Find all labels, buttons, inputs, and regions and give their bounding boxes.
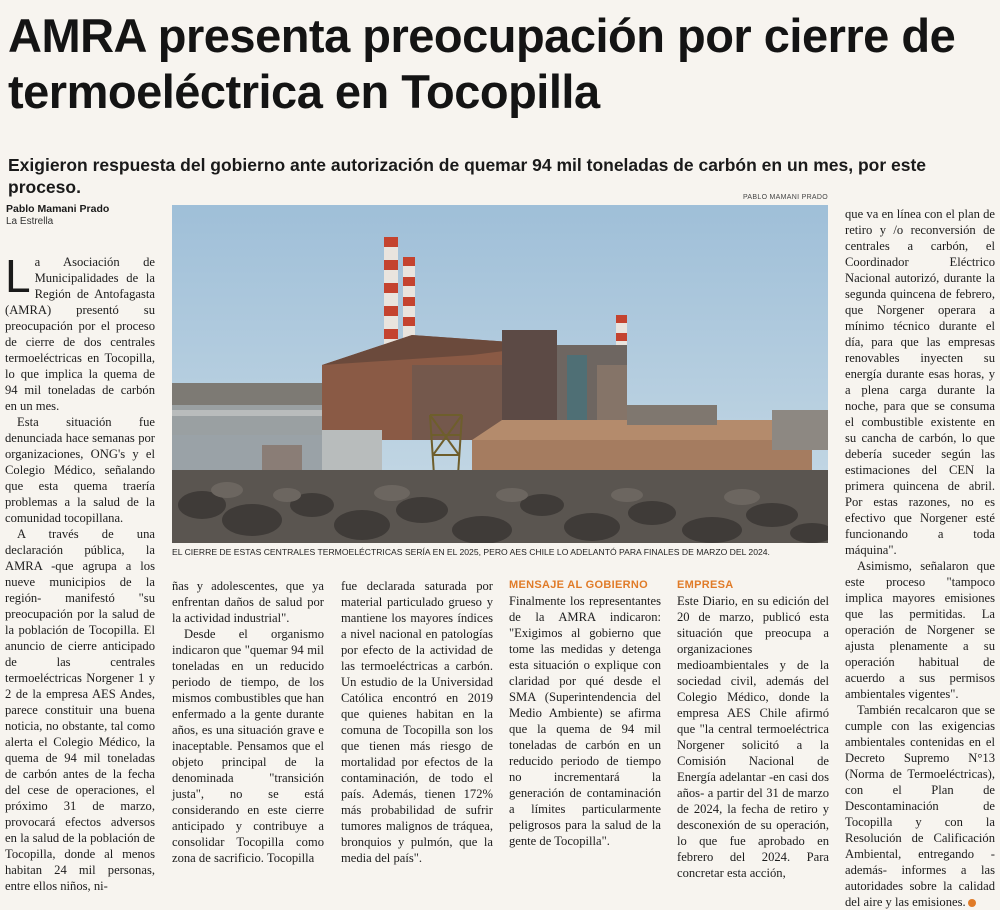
power-plant-photo [172,205,828,543]
article-column-3 [341,578,493,866]
article-column-2 [172,578,324,866]
paragraph: A través de una declaración pública, la AMRA -que agrupa a los nueve municipios de la región- manifestó "su preocupación por la salud de la población de Tocopilla. El anuncio de cierre anticipado de las centrales termoeléctricas Norgener 1 y 2 de la empresa AES Andes, parece constituir una buena noticia, no obstante, tal como alerta el Colegio Médico, la quema de 94 mil toneladas de carbón antes de la fecha del cese de operaciones, el próximo 31 de marzo, provocará efectos adversos en la salud de la población de Tocopilla, donde al menos habitan 24 mil personas, entre ellos niños, ni- [5,527,155,893]
paragraph: Este Diario, en su edición del 20 de marzo, publicó esta situación que preocupa a organizaciones medioambientales y de la sociedad civil, además del Colegio Médico, donde la empresa AES Chile afirmó que "la central termoeléctrica Norgener solicitó a la Comisión Nacional de Energía adelantar -en casi dos años- a partir del 31 de marzo de 2024, la fecha de retiro y desconexión de su operación, lo que fue aprobado en febrero del 2024. Para concretar esta acción, [677,594,829,880]
paragraph: que va en línea con el plan de retiro y /o reconversión de centrales a carbón, el Coordinador Eléctrico Nacional autorizó, durante la segunda quincena de febrero, que Norgener operara a mínimo técnico durante el día, para que las empresas renovables inyecten su energía durante esas horas, y a plena carga durante la noche, para que se consuma el combustible existente en su cancha de carbón, lo que debería suceder según las estimaciones del CEN la primera quincena de abril. Por estas razones, no es efectivo que Norgener esté funcionando a toda máquina". [845,207,995,557]
photo-credit: PABLO MAMANI PRADO [742,194,828,201]
paragraph: Esta situación fue denunciada hace semanas por organizaciones, ONG's y el Colegio Médico, señalando que esta quema traería problemas a la salud de la comunidad tocopillana. [5,415,155,525]
article-column-1 [5,250,155,894]
subheadline: Exigieron respuesta del gobierno ante autorización de quemar 94 mil toneladas de carbón en un mes, por este proceso. [8,155,927,197]
paragraph: Asimismo, señalaron que este proceso "tampoco implica mayores emisiones que las permitidas. La operación de Norgener se ajusta plenamente a su operación habitual de acuerdo a sus permisos ambientales vigentes". [845,559,995,701]
paragraph: También recalcaron que se cumple con las exigencias ambientales contenidas en el Decreto Supremo N°13 (Norma de Termoeléctricas), con el Plan de Descontaminación de Tocopilla y con la Resolución de Calificación Ambiental, entregando -además- informes a las autoridades sobre la calidad del aire y las emisiones. [845,703,995,909]
power-plant-illustration [172,205,828,543]
end-of-article-icon [968,899,976,907]
paragraph: a Asociación de Municipalidades de la Región de Antofagasta (AMRA) presentó su preocupación por el proceso de cierre de dos centrales termoeléctricas en Tocopilla, lo que implica la quema de 94 mil toneladas de carbón en un mes. [5,255,155,413]
byline-author: Pablo Mamani Prado [6,203,110,215]
article-column-4 [509,578,661,849]
article-column-5 [677,578,829,881]
section-heading-mensaje: MENSAJE AL GOBIERNO [509,579,648,591]
headline: AMRA presenta preocupación por cierre de termoeléctrica en Tocopilla [8,9,956,118]
section-heading-empresa: EMPRESA [677,579,734,591]
paragraph: Finalmente los representantes de la AMRA indicaron: "Exigimos al gobierno que tome las medidas y detenga esta situación o explique con claridad por qué desde el SMA (Superintendencia del Medio Ambiente) se afirma que la quema de 94 mil toneladas de carbón en un reducido periodo de tiempo no incrementará la generación de contaminación a límites particularmente peligrosos para la salud de la gente de Tocopilla". [509,594,661,848]
paragraph: ñas y adolescentes, que ya enfrentan daños de salud por la actividad industrial". [172,579,324,625]
drop-cap: L [5,250,31,302]
paragraph: fue declarada saturada por material particulado grueso y mantiene los mayores índices a nivel nacional en patologías por efecto de la actividad de las termoeléctricas a carbón. Un estudio de la Universidad Católica encontró en 2019 que quienes habitan en la comuna de Tocopilla son los que tienen más riesgo de mortalidad por efectos de la contaminación, de todo el país. Además, tienen 172% más probabilidad de sufrir tumores malignos de tráquea, bronquios y pulmón, que la media del país". [341,579,493,865]
article-column-6 [845,206,995,910]
photo-caption: EL CIERRE DE ESTAS CENTRALES TERMOELÉCTRICAS SERÍA EN EL 2025, PERO AES CHILE LO ADELANTÓ PARA FINALES DE MARZO DEL 2024. [172,547,770,557]
byline-source: La Estrella [6,216,54,227]
paragraph: Desde el organismo indicaron que "quemar 94 mil toneladas en un reducido periodo de tiempo, de los mismos combustibles que han enfermado a la gente durante años, es una situación grave e inaceptable. Pensamos que el objeto principal de la denominada "transición justa", no se está considerando en este cierre anticipado y contribuye a consolidar Tocopilla como zona de sacrificio. Tocopilla [172,627,324,865]
